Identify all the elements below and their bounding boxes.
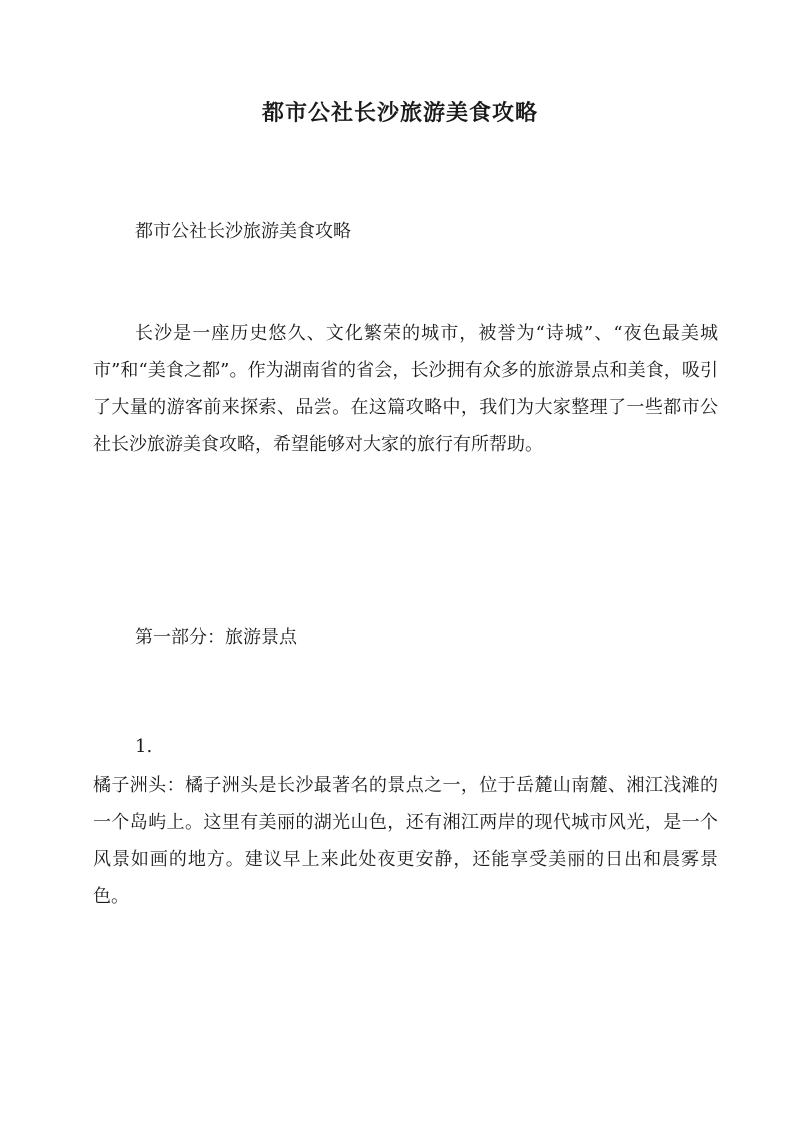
list-item-number: 1. xyxy=(135,736,153,757)
list-item-text: 橘子洲头：橘子洲头是长沙最著名的景点之一，位于岳麓山南麓、湘江浅滩的一个岛屿上。这里有美丽的湖光山色，还有湘江两岸的现代城市风光，是一个风景如画的地方。建议早上来此处夜更安静，还能享受美丽的日出和晨雾景色。 xyxy=(93,775,718,907)
document-subtitle: 都市公社长沙旅游美食攻略 xyxy=(135,221,351,242)
document-title: 都市公社长沙旅游美食攻略 xyxy=(261,100,538,126)
section-heading: 第一部分：旅游景点 xyxy=(135,627,297,648)
intro-paragraph: 长沙是一座历史悠久、文化繁荣的城市，被誉为“诗城”、“夜色最美城市”和“美食之都”。作为湖南省的省会，长沙拥有众多的旅游景点和美食，吸引了大量的游客前来探索、品尝。在这篇攻略中，我们为大家整理了一些都市公社长沙旅游美食攻略，希望能够对大家的旅行有所帮助。 xyxy=(93,323,718,455)
